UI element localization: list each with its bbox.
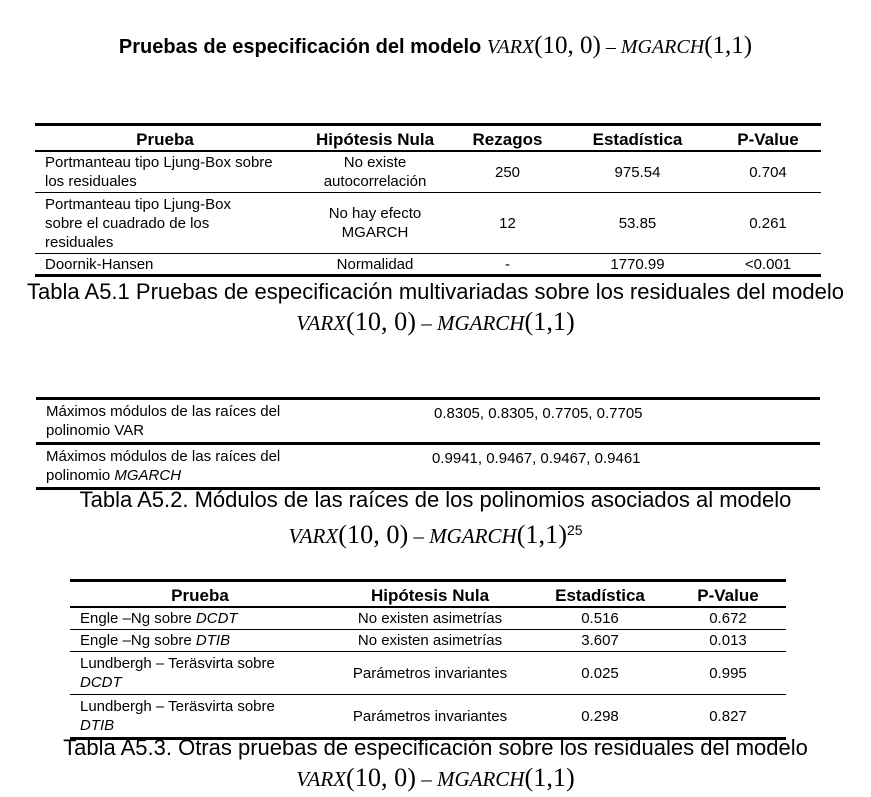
table-row xyxy=(35,254,821,276)
column-header: Rezagos xyxy=(472,130,543,149)
cell-rezagos: - xyxy=(505,255,510,273)
column-header: Prueba xyxy=(171,586,229,605)
cell-prueba: Lundbergh – Teräsvirta sobre DCDT xyxy=(80,655,275,691)
column-header: Hipótesis Nula xyxy=(370,586,490,605)
cell-hipotesis: No existe autocorrelación xyxy=(323,154,427,190)
cell-estadistica: 3.607 xyxy=(581,632,619,649)
table3-caption xyxy=(0,733,871,794)
cell-hipotesis: No hay efecto MGARCH xyxy=(328,205,422,241)
cell-values: 0.8305, 0.8305, 0.7705, 0.7705 xyxy=(434,405,643,422)
table2-caption xyxy=(0,485,871,551)
column-header: P-Value xyxy=(737,130,799,149)
cell-prueba: Lundbergh – Teräsvirta sobre DTIB xyxy=(80,698,275,734)
cell-label: Máximos módulos de las raíces del polinomio VAR xyxy=(46,403,281,439)
cell-prueba: Portmanteau tipo Ljung-Box sobre el cuadrado de los residuales xyxy=(45,195,231,251)
table-header-row xyxy=(35,125,821,152)
cell-hipotesis: Parámetros invariantes xyxy=(352,664,508,682)
cell-prueba: Portmanteau tipo Ljung-Box sobre los residuales xyxy=(45,154,273,190)
table2-caption-formula: VARX(10, 0) – MGARCH(1,1) xyxy=(288,520,567,550)
table1-caption-formula: VARX(10, 0) – MGARCH(1,1) xyxy=(296,307,575,336)
cell-pvalue: 0.013 xyxy=(709,632,747,649)
cell-pvalue: 0.672 xyxy=(709,610,747,627)
column-header: Estadística xyxy=(555,586,645,605)
table-header-row xyxy=(70,581,786,608)
column-header: P-Value xyxy=(697,586,759,605)
column-header: Prueba xyxy=(136,130,194,149)
cell-estadistica: 0.298 xyxy=(581,707,619,725)
page-title xyxy=(0,32,871,60)
cell-label: Máximos módulos de las raíces del polinomio MGARCH xyxy=(46,448,281,484)
table3-caption-formula: VARX(10, 0) – MGARCH(1,1) xyxy=(296,763,575,792)
cell-values: 0.9941, 0.9467, 0.9467, 0.9461 xyxy=(432,450,641,467)
table-polynomial-roots xyxy=(36,397,820,490)
cell-pvalue: 0.704 xyxy=(749,163,787,181)
cell-estadistica: 0.025 xyxy=(581,664,619,682)
cell-rezagos: 250 xyxy=(494,163,521,181)
table-other-tests xyxy=(70,579,786,740)
cell-hipotesis: No existen asimetrías xyxy=(357,632,503,649)
title-model-formula: VARX(10, 0) – MGARCH(1,1) xyxy=(486,32,753,59)
cell-prueba: Engle –Ng sobre DTIB xyxy=(80,632,231,649)
cell-pvalue: <0.001 xyxy=(744,255,792,273)
cell-hipotesis: Normalidad xyxy=(336,255,414,273)
cell-pvalue: 0.261 xyxy=(749,214,787,232)
column-header: Estadística xyxy=(592,130,683,149)
table-multivariate-tests xyxy=(35,123,821,277)
table1-caption xyxy=(0,277,871,338)
table-row xyxy=(70,630,786,652)
cell-estadistica: 0.516 xyxy=(581,610,619,627)
cell-pvalue: 0.995 xyxy=(709,664,747,682)
cell-prueba: Doornik-Hansen xyxy=(45,255,154,273)
table-row xyxy=(36,444,820,489)
table-row xyxy=(36,399,820,444)
column-header: Hipótesis Nula xyxy=(315,130,435,149)
cell-estadistica: 53.85 xyxy=(618,214,657,232)
table1-caption-text: Tabla A5.1 Pruebas de especificación multivariadas sobre los residuales del modelo xyxy=(27,279,844,304)
table-row xyxy=(70,695,786,739)
title-text: Pruebas de especificación del modelo xyxy=(118,36,482,58)
table3-caption-text: Tabla A5.3. Otras pruebas de especificación sobre los residuales del modelo xyxy=(63,735,808,760)
cell-hipotesis: Parámetros invariantes xyxy=(352,707,508,725)
cell-pvalue: 0.827 xyxy=(709,707,747,725)
cell-hipotesis: No existen asimetrías xyxy=(357,610,503,627)
table2-caption-text: Tabla A5.2. Módulos de las raíces de los polinomios asociados al modelo xyxy=(79,487,792,512)
table-row xyxy=(70,607,786,630)
cell-estadistica: 1770.99 xyxy=(610,255,665,273)
table-row xyxy=(70,652,786,695)
table-row xyxy=(35,151,821,193)
cell-rezagos: 12 xyxy=(499,214,516,232)
cell-estadistica: 975.54 xyxy=(614,163,661,181)
footnote-marker: 25 xyxy=(566,522,583,538)
cell-prueba: Engle –Ng sobre DCDT xyxy=(80,610,238,627)
table-row xyxy=(35,193,821,254)
